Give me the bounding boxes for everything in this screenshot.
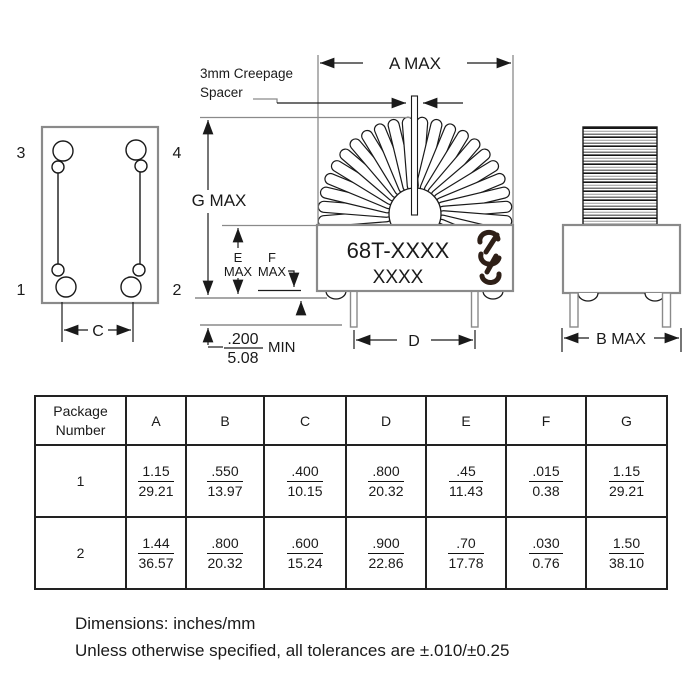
front-view xyxy=(192,54,513,367)
creepage-spacer xyxy=(412,96,418,215)
header-package-number xyxy=(35,396,126,445)
package-number-cell: 2 xyxy=(35,517,126,589)
dim-e-label-line1: E xyxy=(233,250,243,265)
part-number: 68T-XXXX xyxy=(346,238,450,263)
dimension-d xyxy=(354,330,475,350)
bottom-view xyxy=(17,127,182,342)
tolerance-note: Unless otherwise specified, all tolerances are ±.010/±0.25 xyxy=(75,641,510,660)
header-col-g: G xyxy=(586,396,667,445)
header-col-a: A xyxy=(126,396,186,445)
pin-label-4: 4 xyxy=(172,145,182,162)
header-package-line2: Number xyxy=(55,421,106,438)
dim-b-label: B MAX xyxy=(596,331,646,348)
side-pin-left xyxy=(570,293,578,327)
dimension-b xyxy=(562,328,681,352)
package-number-cell: 1 xyxy=(35,445,126,517)
side-pin-right xyxy=(663,293,671,327)
value-cell: $\frac{.900}{22.86}$ xyxy=(346,517,426,589)
value-cell: $\frac{.800}{20.32}$ xyxy=(346,445,426,517)
pin-label-3: 3 xyxy=(16,145,26,162)
table-row xyxy=(35,445,667,517)
side-winding-stack xyxy=(583,127,657,225)
header-package-line1: Package xyxy=(53,402,108,419)
value-cell: $\frac{1.15}{29.21}$ xyxy=(586,445,667,517)
dim-f-label-line2: MAX xyxy=(257,264,287,279)
standoff-bump-right xyxy=(483,291,503,299)
table-row xyxy=(35,517,667,589)
creepage-text-line2: Spacer xyxy=(200,85,243,100)
pin-label-1: 1 xyxy=(16,282,26,299)
notes xyxy=(75,610,509,664)
value-cell: $\frac{1.15}{29.21}$ xyxy=(126,445,186,517)
creepage-text-line1: 3mm Creepage xyxy=(200,66,294,81)
standoff-inches: .200 xyxy=(227,331,259,348)
header-col-e: E xyxy=(426,396,506,445)
dim-a-label: A MAX xyxy=(389,54,441,73)
value-cell: $\frac{.70}{17.78}$ xyxy=(426,517,506,589)
front-pin-right xyxy=(472,291,479,327)
value-cell: $\frac{.030}{0.76}$ xyxy=(506,517,586,589)
dimension-table xyxy=(34,395,668,590)
dimension-f xyxy=(258,250,301,312)
header-col-b: B xyxy=(186,396,264,445)
dim-g-label: G MAX xyxy=(191,191,247,210)
value-cell: $\frac{.550}{13.97}$ xyxy=(186,445,264,517)
side-base xyxy=(563,225,680,293)
pin-pads xyxy=(52,140,147,297)
front-pin-left xyxy=(351,291,358,327)
side-view xyxy=(562,127,681,352)
dim-f-label-line1: F xyxy=(268,250,276,265)
part-number-line2: XXXX xyxy=(372,267,424,288)
dim-d-label: D xyxy=(408,333,420,350)
pin-label-2: 2 xyxy=(172,282,182,299)
value-cell: $\frac{.015}{0.38}$ xyxy=(506,445,586,517)
dim-c-label: C xyxy=(92,323,104,340)
value-cell: $\frac{1.44}{36.57}$ xyxy=(126,517,186,589)
standoff-bump-left xyxy=(326,291,346,299)
dim-e-label-line2: MAX xyxy=(223,264,253,279)
value-cell: $\frac{1.50}{38.10}$ xyxy=(586,517,667,589)
header-col-f: F xyxy=(506,396,586,445)
header-col-d: D xyxy=(346,396,426,445)
standoff-min-label: MIN xyxy=(268,339,296,356)
value-cell: $\frac{.45}{11.43}$ xyxy=(426,445,506,517)
units-note: Dimensions: inches/mm xyxy=(75,614,256,633)
header-col-c: C xyxy=(264,396,346,445)
value-cell: $\frac{.800}{20.32}$ xyxy=(186,517,264,589)
standoff-mm: 5.08 xyxy=(227,350,259,367)
table-header-row xyxy=(35,396,667,445)
value-cell: $\frac{.400}{10.15}$ xyxy=(264,445,346,517)
value-cell: $\frac{.600}{15.24}$ xyxy=(264,517,346,589)
dimension-standoff xyxy=(208,328,296,367)
side-bump-left xyxy=(578,293,598,301)
